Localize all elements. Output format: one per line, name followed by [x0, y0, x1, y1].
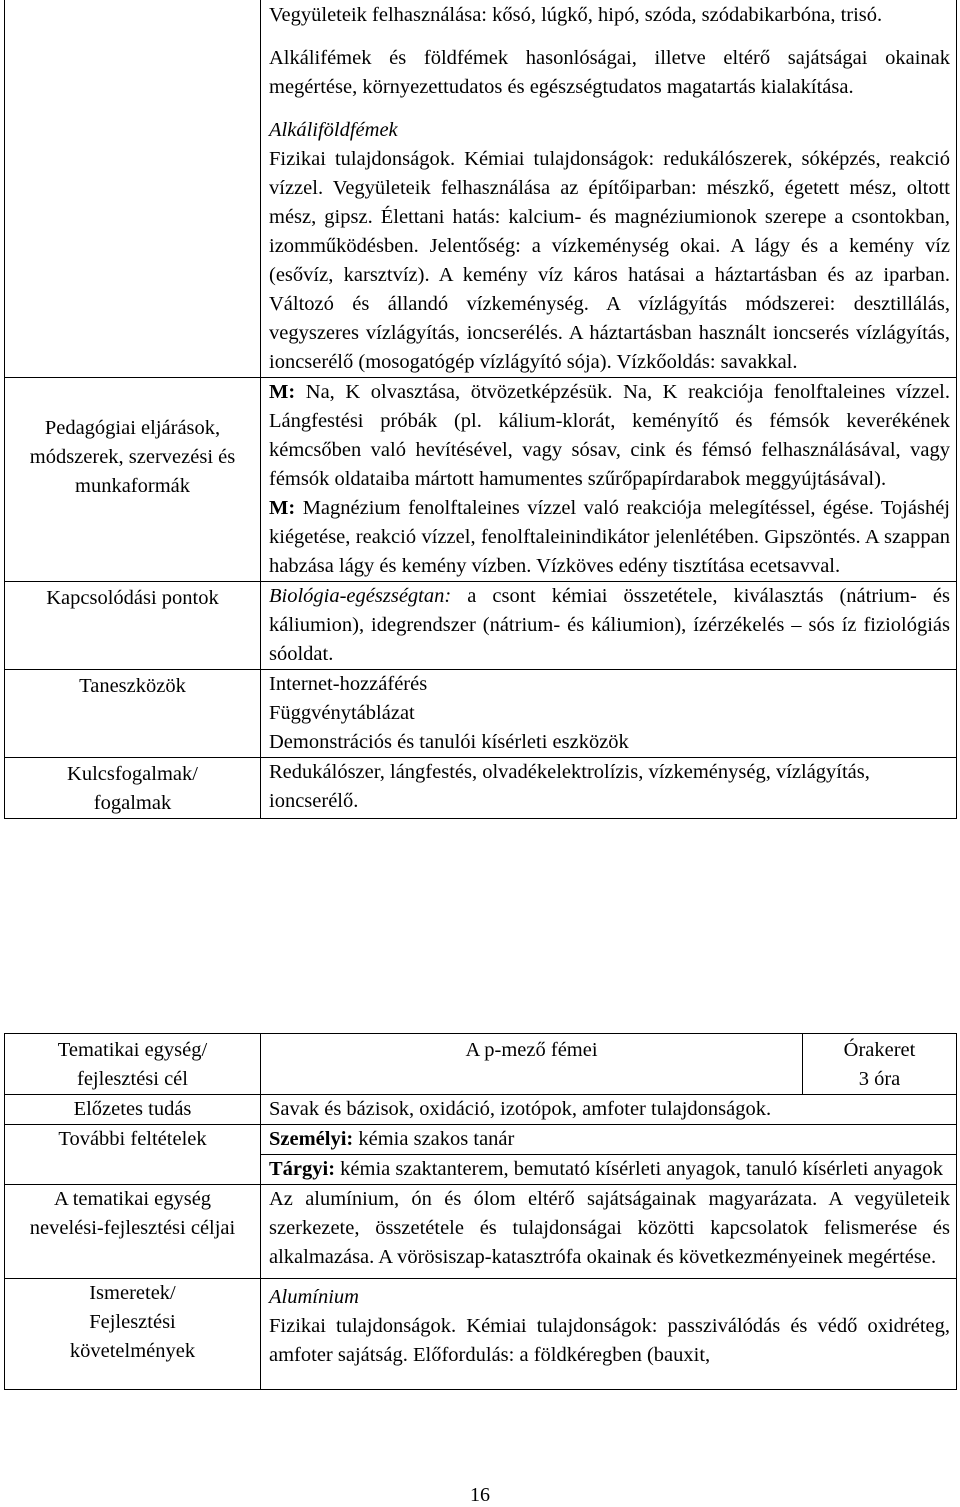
curriculum-table-p-block [4, 1033, 957, 1390]
page-number: 16 [470, 1484, 490, 1506]
row-label-keywords [5, 758, 261, 819]
table-row [5, 1034, 957, 1095]
experiment-text-2: Magnézium fenolftaleines vízzel való reakciója melegítéssel, égése. Tojáshéj kiégetése, reakció vízzel, fenolftaleinindikátor jelenlétében. Gipszöntés. A szappan habzása lágy és kemény vízben. Vízköves edény tisztítása ecetsavval. [269, 497, 950, 577]
table-row [5, 0, 957, 378]
table-row [5, 582, 957, 670]
curriculum-table-alkali [4, 0, 957, 819]
content-cell [261, 378, 957, 582]
m-label: M: [269, 381, 296, 403]
subject-name: Biológia-egészségtan: [269, 585, 452, 607]
alkaline-earth-paragraph: Fizikai tulajdonságok. Kémiai tulajdonságok: redukálószerek, sóképzés, reakció vízzel. Vegyületeik felhasználása az építőiparban: mészkő, égetett mész, oltott mész, gipsz. Élettani hatás: kalcium- és magnéziumionok szerepe a csontokban, izomműködésben. Jelentőség: a vízkeménység okai. A lágy és a kemény víz (esővíz, karsztvíz). A kemény víz káros hatásai a háztartásban és az iparban. Változó és állandó vízkeménység. A vízlágyítás módszerei: desztillálás, vegyszeres vízlágyítás, ioncserélés. A háztartásban használt ioncserés vízlágyítás, ioncserélő (mosogatógép vízlágyító sója). Vízkőoldás: savakkal. [269, 148, 950, 373]
content-cell [261, 1125, 957, 1155]
personal-text: kémia szakos tanár [353, 1128, 515, 1150]
list-item: Internet-hozzáférés [269, 673, 428, 695]
section-heading-aluminium: Alumínium [269, 1286, 359, 1308]
row-label-tools [5, 670, 261, 758]
goals-paragraph: Alkálifémek és földfémek hasonlóságai, illetve eltérő sajátságai okainak megértése, környezettudatos és egészségtudatos magatartás kialakítása. [269, 47, 950, 98]
table-row [5, 1125, 957, 1155]
row-label-knowledge [5, 1279, 261, 1390]
goals-text: Az alumínium, ón és ólom eltérő sajátságainak magyarázata. A vegyületeik szerkezete, összetétele és tulajdonságai közötti kapcsolatok felismerése és alkalmazása. A vörösiszap-katasztrófa okainak és következményeinek megértése. [269, 1188, 950, 1268]
aluminium-text: Fizikai tulajdonságok. Kémiai tulajdonságok: passziválódás és védő oxidréteg, amfoter sajátság. Előfordulás: a földkéregben (bauxit, [269, 1315, 950, 1366]
table-row [5, 758, 957, 819]
label-cell-empty [5, 0, 261, 378]
conditions-label: További feltételek [58, 1128, 207, 1150]
content-cell [261, 0, 957, 378]
row-label-connections [5, 582, 261, 670]
section-heading-alkaline-earth: Alkáliföldfémek [269, 119, 398, 141]
knowledge-label: Ismeretek/ Fejlesztési követelmények [69, 1282, 196, 1362]
keywords-text: Redukálószer, lángfestés, olvadékelektrolízis, vízkeménység, vízlágyítás, ioncserélő. [269, 761, 870, 812]
content-cell [261, 1095, 957, 1125]
prior-text: Savak és bázisok, oxidáció, izotópok, amfoter tulajdonságok. [269, 1098, 772, 1120]
connections-label: Kapcsolódási pontok [46, 587, 219, 609]
content-cell [261, 1155, 957, 1185]
list-item: Demonstrációs és tanulói kísérleti eszközök [269, 731, 629, 753]
tools-label: Taneszközök [79, 675, 186, 697]
table-row [5, 1095, 957, 1125]
connections-paragraph [269, 582, 950, 669]
content-cell [261, 758, 957, 819]
keywords-label: Kulcsfogalmak/ fogalmak [67, 763, 198, 814]
prior-label: Előzetes tudás [73, 1098, 192, 1120]
hours-label: Órakeret [843, 1039, 916, 1061]
hours-cell [803, 1034, 957, 1095]
table-row [5, 378, 957, 582]
unit-label: Tematikai egység/ fejlesztési cél [57, 1039, 208, 1090]
connections-text: a csont kémiai összetétele, kiválasztás (nátrium- és káliumion), idegrendszer (nátrium- és káliumion), ízérzékelés – sós íz fiziológiás sóoldat. [269, 585, 950, 665]
uses-paragraph: Vegyületeik felhasználása: kősó, lúgkő, hipó, szóda, szódabikarbóna, trisó. [269, 4, 883, 26]
row-label-conditions [5, 1125, 261, 1185]
row-label-methods [5, 378, 261, 582]
table-row [5, 1185, 957, 1279]
material-label: Tárgyi: [269, 1158, 336, 1180]
unit-title-cell [261, 1034, 803, 1095]
row-label-prior [5, 1095, 261, 1125]
table-row [5, 670, 957, 758]
material-text: kémia szaktanterem, bemutató kísérleti anyagok, tanuló kísérleti anyagok [335, 1158, 944, 1180]
row-label-unit [5, 1034, 261, 1095]
experiment-paragraph-2 [269, 494, 950, 581]
material-conditions [269, 1155, 950, 1184]
list-item: Függvénytáblázat [269, 702, 415, 724]
hours-value: 3 óra [858, 1068, 901, 1090]
goals-label: A tematikai egység nevelési-fejlesztési céljai [29, 1188, 236, 1239]
m-label: M: [269, 497, 296, 519]
personal-label: Személyi: [269, 1128, 354, 1150]
unit-title: A p-mező fémei [465, 1039, 598, 1061]
table-row [5, 1279, 957, 1390]
methods-label: Pedagógiai eljárások, módszerek, szervezési és munkaformák [29, 417, 236, 497]
personal-conditions [269, 1125, 950, 1154]
row-label-goals [5, 1185, 261, 1279]
experiment-paragraph-1 [269, 378, 950, 494]
content-cell [261, 670, 957, 758]
content-cell [261, 582, 957, 670]
content-cell [261, 1279, 957, 1390]
content-cell [261, 1185, 957, 1279]
experiment-text-1: Na, K olvasztása, ötvözetképzésük. Na, K reakciója fenolftaleines vízzel. Lángfestési próbák (pl. kálium-klorát, keményítő és fémsók keverékének kémcsőben való hevítésével, vagy sósav, cink és fémsó felhasználásával, vagy fémsók oldataiba mártott hamumentes szűrőpapírdarabok meggyújtásával). [269, 381, 950, 490]
